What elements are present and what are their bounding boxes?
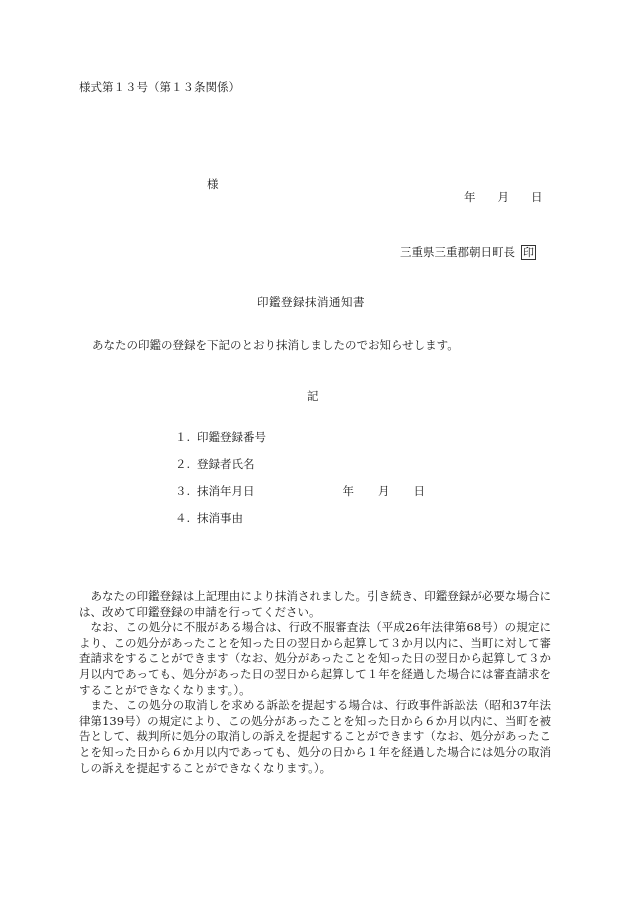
issue-date <box>464 192 543 204</box>
seal-icon: 印 <box>523 246 534 259</box>
month-label: 月 <box>378 484 390 498</box>
document-title: 印鑑登録抹消通知書 <box>257 295 365 309</box>
item-number: ３. <box>175 484 191 498</box>
list-item-registration-number <box>175 432 266 444</box>
year-label: 年 <box>342 484 354 498</box>
list-item-registrant-name <box>175 459 255 471</box>
notice-section <box>79 589 551 776</box>
issuer <box>400 245 536 260</box>
item-number: １. <box>175 430 191 444</box>
day-label: 日 <box>413 484 425 498</box>
notice-paragraph-reregistration: あなたの印鑑登録は上記理由により抹消されました。引き続き、印鑑登録が必要な場合には、改めて印鑑登録の申請を行ってください。 <box>79 589 551 619</box>
list-item-cancellation-date <box>175 486 425 498</box>
cancellation-date-fields <box>343 486 426 498</box>
notice-paragraph-administrative-appeal: なお、この処分に不服がある場合は、行政不服審査法（平成26年法律第68号）の規定により、この処分があったことを知った日の翌日から起算して３か月以内に、当町に対して審査請求をすることができます（なお、処分があったことを知った日の翌日から起算して３か月以内であっても、処分があった日の翌日から起算して１年を経過した場合には審査請求をすることができなくなります。）。 <box>79 620 551 697</box>
date-month-label: 月 <box>497 190 509 204</box>
item-number: ２. <box>175 457 191 471</box>
item-label: 抹消事由 <box>197 511 243 525</box>
addressee-suffix: 様 <box>207 177 219 191</box>
form-number: 様式第１３号（第１３条関係） <box>79 80 240 94</box>
date-day-label: 日 <box>531 190 543 204</box>
item-number: ４. <box>175 511 191 525</box>
date-year-label: 年 <box>464 190 476 204</box>
ki-heading: 記 <box>307 389 319 403</box>
issuer-name: 三重県三重郡朝日町長 <box>400 245 515 259</box>
notice-paragraph-litigation: また、この処分の取消しを求める訴訟を提起する場合は、行政事件訴訟法（昭和37年法律第139号）の規定により、この処分があったことを知った日から６か月以内に、当町を被告として、裁判所に処分の取消しの訴えを提起することができます（なお、処分があったことを知った日から６か月以内であっても、処分の日から１年を経過した場合には処分の取消しの訴えを提起することができなくなります。）。 <box>79 698 551 775</box>
item-label: 登録者氏名 <box>197 457 255 471</box>
lead-text: あなたの印鑑の登録を下記のとおり抹消しましたのでお知らせします。 <box>92 338 459 352</box>
item-label: 印鑑登録番号 <box>197 430 266 444</box>
item-label: 抹消年月日 <box>197 484 255 498</box>
list-item-cancellation-reason <box>175 513 243 525</box>
